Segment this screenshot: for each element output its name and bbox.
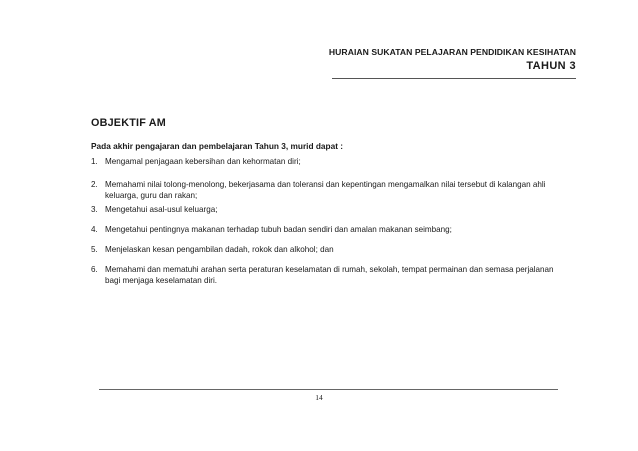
objective-text: Memahami dan mematuhi arahan serta peraturan keselamatan di rumah, sekolah, tempat permainan dan semasa perjalanan bagi menjaga keselamatan diri. [105, 265, 554, 285]
intro-text: Pada akhir pengajaran dan pembelajaran Tahun 3, murid dapat : [91, 141, 344, 151]
objective-number: 2. [91, 180, 98, 189]
objective-text: Memahami nilai tolong-menolong, bekerjasama dan toleransi dan kepentingan mengamalkan nilai tersebut di kalangan ahli keluarga, guru dan rakan; [105, 180, 546, 200]
objective-number: 3. [91, 205, 98, 214]
objective-item-1 [91, 157, 571, 168]
objective-number: 6. [91, 265, 98, 274]
objective-item-2 [91, 180, 571, 201]
objective-item-3 [91, 205, 571, 216]
objective-number: 1. [91, 157, 98, 166]
header-year: TAHUN 3 [526, 60, 576, 72]
page-number: 14 [315, 393, 323, 402]
header-title: HURAIAN SUKATAN PELAJARAN PENDIDIKAN KESIHATAN [328, 47, 576, 57]
objective-item-6 [91, 265, 571, 286]
objective-text: Mengetahui pentingnya makanan terhadap tubuh badan sendiri dan amalan makanan seimbang; [105, 225, 452, 234]
header-divider [332, 78, 576, 79]
objective-text: Menjelaskan kesan pengambilan dadah, rokok dan alkohol; dan [105, 245, 334, 254]
objective-number: 4. [91, 225, 98, 234]
footer-divider [99, 389, 558, 390]
objective-item-5 [91, 245, 571, 256]
objective-text: Mengamal penjagaan kebersihan dan kehormatan diri; [105, 157, 301, 166]
section-heading: OBJEKTIF AM [91, 117, 166, 129]
objective-item-4 [91, 225, 571, 236]
objective-number: 5. [91, 245, 98, 254]
objective-text: Mengetahui asal-usul keluarga; [105, 205, 218, 214]
